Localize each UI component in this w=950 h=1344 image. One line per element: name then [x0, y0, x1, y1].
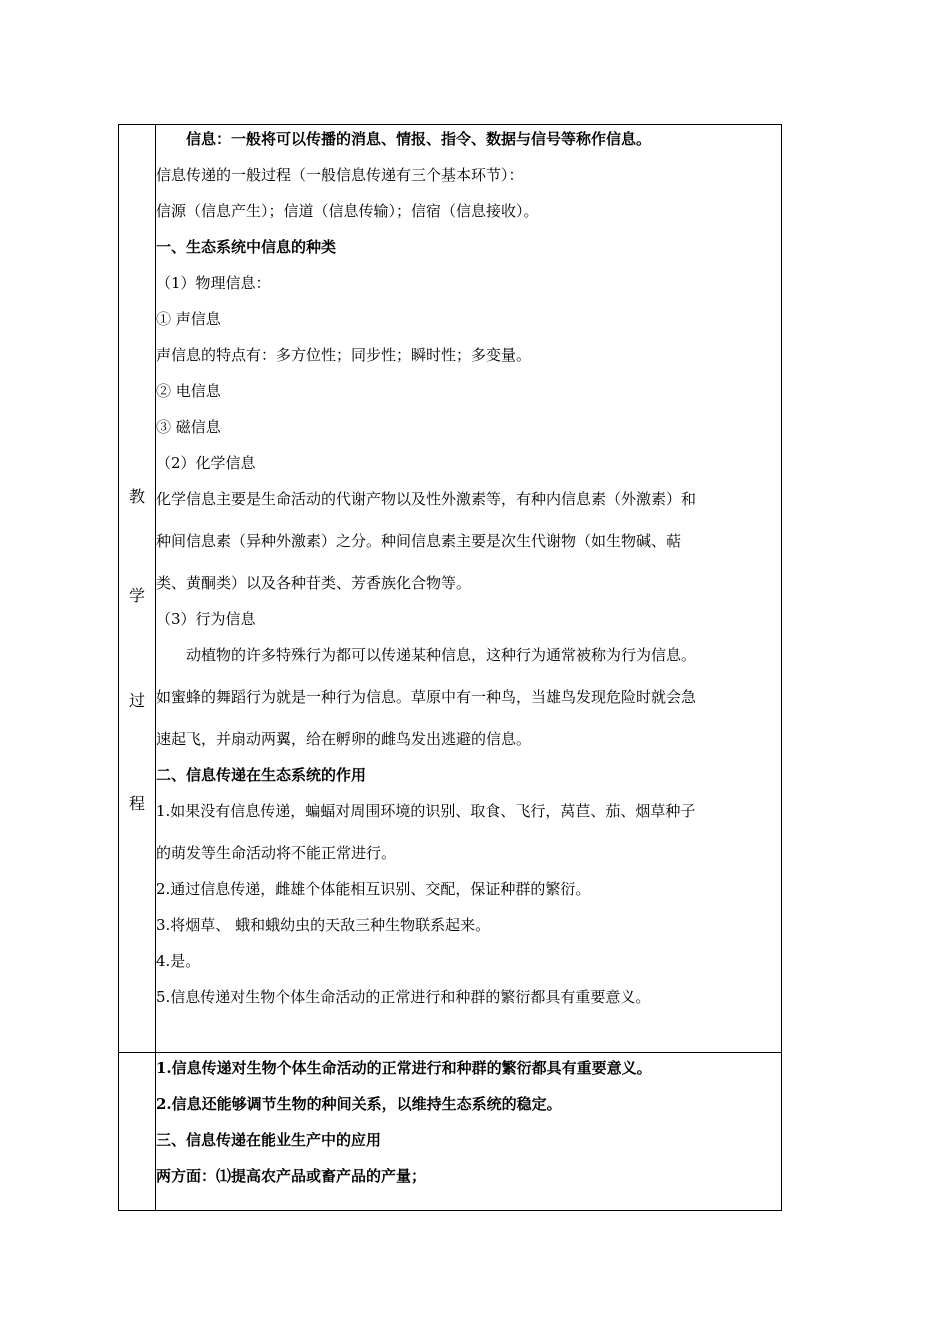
- text-line: ③ 磁信息: [156, 418, 221, 436]
- section-heading: 一、生态系统中信息的种类: [156, 238, 337, 256]
- summary-line: 两方面：⑴提高农产品或畜产品的产量；: [156, 1167, 427, 1185]
- text-line: 动植物的许多特殊行为都可以传递某种信息，这种行为通常被称为行为信息。: [186, 646, 697, 664]
- side-empty-cell: [119, 1053, 156, 1211]
- section-heading: 二、信息传递在生态系统的作用: [156, 766, 367, 784]
- text-line: ① 声信息: [156, 310, 221, 328]
- side-label: [119, 125, 155, 1052]
- side-label-cell: [119, 125, 156, 1053]
- summary-cell: [156, 1053, 782, 1211]
- text-line: 声信息的特点有：多方位性；同步性；瞬时性；多变量。: [156, 346, 532, 364]
- text-line: 1.如果没有信息传递，蝙蝠对周围环境的识别、取食、飞行，莴苣、茄、烟草种子: [156, 802, 696, 820]
- summary-line: 2.信息还能够调节生物的种间关系，以维持生态系统的稳定。: [156, 1095, 562, 1113]
- text-line: 信息传递的一般过程（一般信息传递有三个基本环节）：: [156, 166, 524, 184]
- text-line: 3.将烟草、 蛾和蛾幼虫的天敌三种生物联系起来。: [156, 916, 491, 934]
- teaching-process-row: [119, 125, 782, 1053]
- text-line: 化学信息主要是生命活动的代谢产物以及性外激素等，有种内信息素（外激素）和: [156, 490, 697, 508]
- section-heading: 三、信息传递在能业生产中的应用: [156, 1131, 382, 1149]
- definition-line: 信息：一般将可以传播的消息、情报、指令、数据与信号等称作信息。: [186, 130, 652, 148]
- summary-row: [119, 1053, 782, 1211]
- side-char: 过: [128, 691, 145, 710]
- text-line: 类、黄酮类）以及各种苷类、芳香族化合物等。: [156, 574, 472, 592]
- text-line: 如蜜蜂的舞蹈行为就是一种行为信息。草原中有一种鸟，当雄鸟发现危险时就会急: [156, 688, 697, 706]
- text-line: 2.通过信息传递，雌雄个体能相互识别、交配，保证种群的繁衍。: [156, 880, 591, 898]
- content-cell: [156, 125, 782, 1053]
- text-line: 速起飞，并扇动两翼，给在孵卵的雌鸟发出逃避的信息。: [156, 730, 532, 748]
- lesson-table: [118, 124, 782, 1211]
- text-line: （3）行为信息: [156, 610, 256, 628]
- text-line: 4.是。: [156, 952, 201, 970]
- side-char: 学: [128, 586, 145, 605]
- text-line: 信源（信息产生）；信道（信息传输）；信宿（信息接收）。: [156, 202, 539, 220]
- summary-line: 1.信息传递对生物个体生命活动的正常进行和种群的繁衍都具有重要意义。: [156, 1059, 652, 1077]
- text-line: 种间信息素（异种外激素）之分。种间信息素主要是次生代谢物（如生物碱、萜: [156, 532, 682, 550]
- text-line: （2）化学信息: [156, 454, 256, 472]
- text-line: 的萌发等生命活动将不能正常进行。: [156, 844, 397, 862]
- text-line: 5.信息传递对生物个体生命活动的正常进行和种群的繁衍都具有重要意义。: [156, 988, 651, 1006]
- text-line: ② 电信息: [156, 382, 221, 400]
- side-char: 程: [128, 794, 145, 813]
- text-line: （1）物理信息：: [156, 274, 271, 292]
- side-char: 教: [128, 487, 145, 506]
